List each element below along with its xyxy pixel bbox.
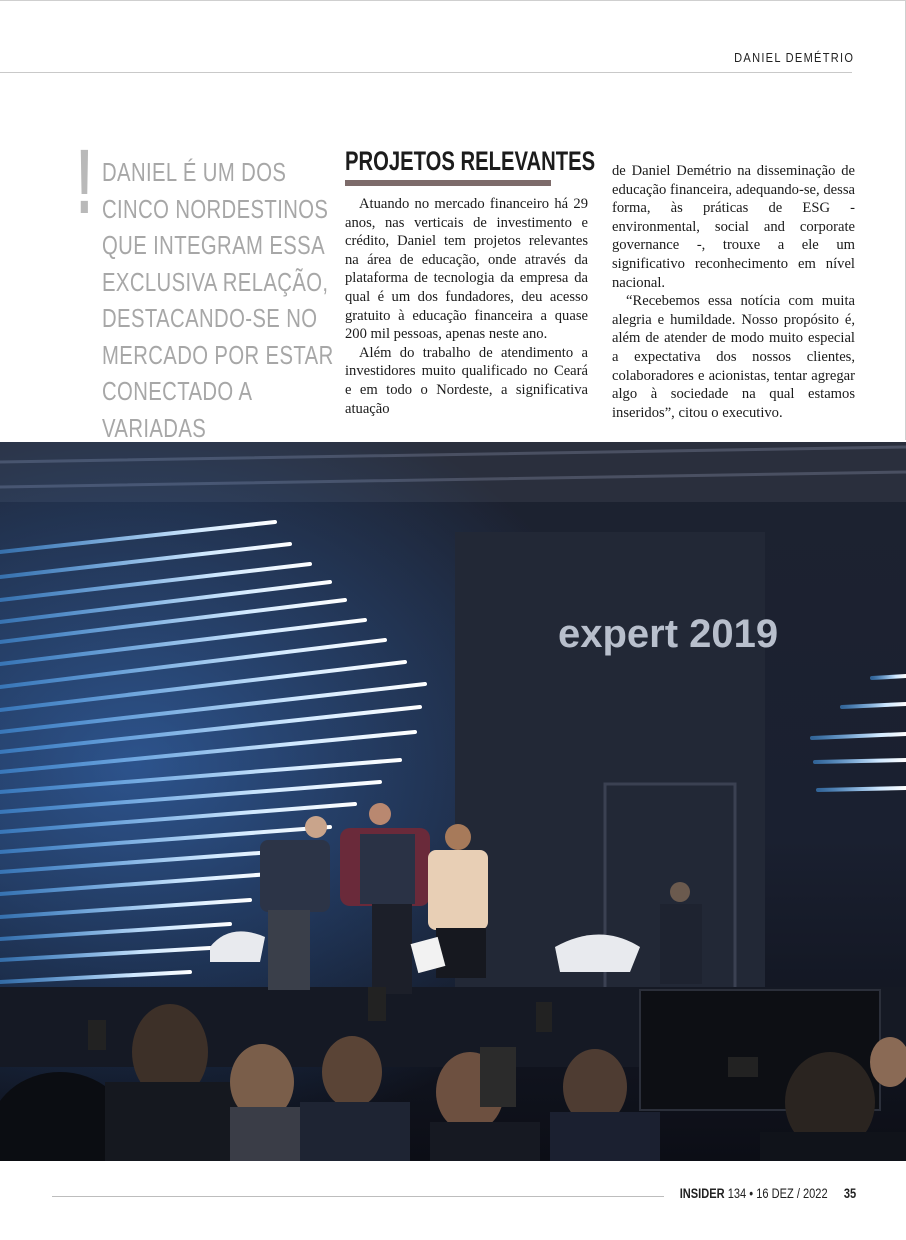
paragraph: Atuando no mercado financeiro há 29 anos, nas verticais de investimento e crédito, Daniel tem projetos relevantes na área de educação, onde através da plataforma de tecnologia da empresa da qual é um dos fundadores, deu acesso gratuito à educação financeira a quase 200 mil pessoas, apenas neste ano. xyxy=(345,196,588,343)
running-header-author: DANIEL DEMÉTRIO xyxy=(733,50,854,65)
stage-sign-text: expert 2019 xyxy=(558,612,779,656)
pull-quote: DANIEL É UM DOS CINCO NORDESTINOS QUE INTEGRAM ESSA EXCLUSIVA RELAÇÃO, DESTACANDO-SE NO MERCADO POR ESTAR CONECTADO A VARIADAS xyxy=(102,157,334,443)
footer-rule xyxy=(52,1196,664,1197)
page-number: 35 xyxy=(843,1186,856,1201)
title-underline xyxy=(345,180,551,186)
article-column-2 xyxy=(612,162,855,422)
paragraph: “Recebemos essa notícia com muita alegria e humildade. Nosso propósito é, além de atender de modo muito especial a expectativa dos nossos clientes, colaboradores e acionistas, tentar agregar algo à sociedade na qual estamos inseridos”, citou o executivo. xyxy=(612,293,855,421)
paragraph: Além do trabalho de atendimento a investidores muito qualificado no Ceará e em todo o Nordeste, a significativa atuação xyxy=(345,344,588,417)
paragraph: de Daniel Demétrio na disseminação de educação financeira, adequando-se, dessa forma, às práticas de ESG - environmental, social and corporate governance -, trouxe a ele um significativo reconhecimento em nível nacional. xyxy=(612,163,855,291)
page-footer xyxy=(680,1186,856,1201)
page-frame-top xyxy=(0,0,906,1)
issue-info: 134 • 16 DEZ / 2022 xyxy=(727,1186,828,1201)
pull-quote-mark: ! xyxy=(76,131,93,233)
article-column-1 xyxy=(345,195,588,418)
section-title: PROJETOS RELEVANTES xyxy=(345,146,596,176)
event-stage-photo xyxy=(0,442,906,1161)
header-rule xyxy=(0,72,852,73)
magazine-name: INSIDER xyxy=(679,1186,725,1201)
